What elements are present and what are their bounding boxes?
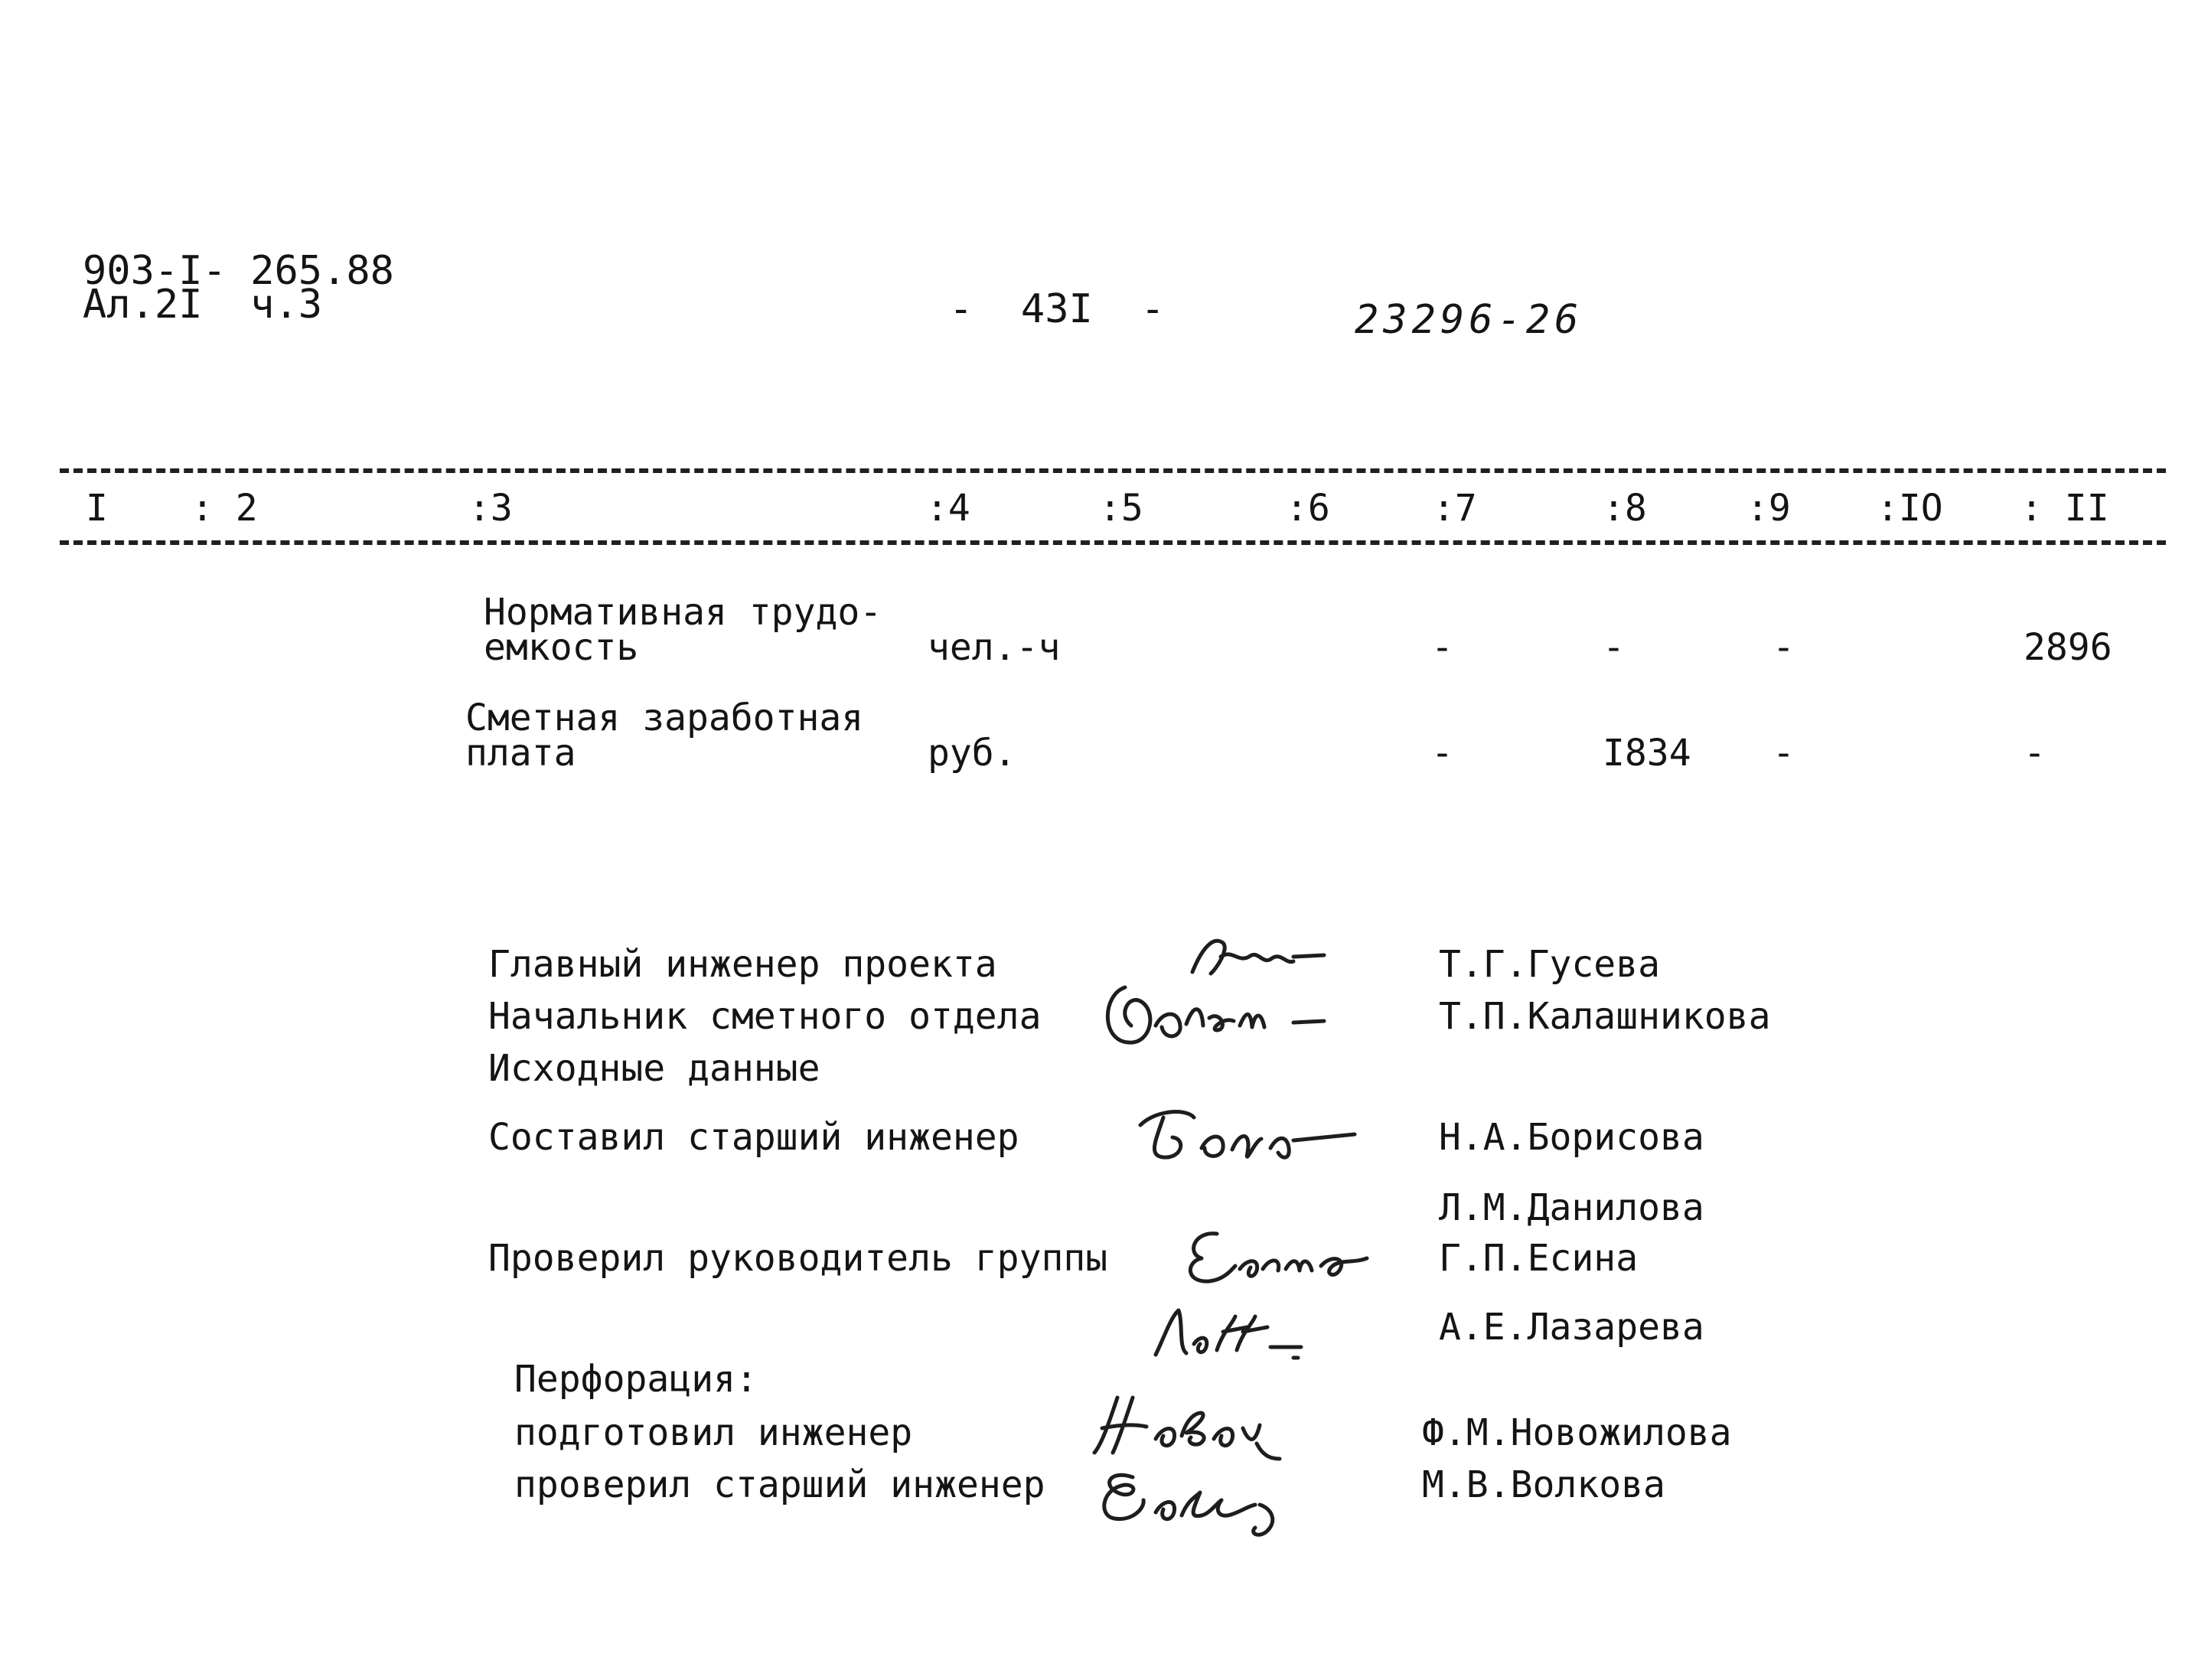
- column-header-10: :IO: [1877, 487, 1943, 530]
- row-name-line-1: Нормативная трудо-: [484, 591, 882, 634]
- row-unit: чел.-ч: [928, 626, 1061, 669]
- lazareva-name: А.Е.Лазарева: [1439, 1306, 1704, 1349]
- compiled-signature: [1125, 1094, 1370, 1171]
- table-top-rule: [60, 468, 2166, 473]
- row-col-9: -: [1773, 732, 1795, 775]
- page-number: - 43I -: [949, 286, 1165, 332]
- column-header-3: :3: [468, 487, 513, 530]
- row-name-line-2: емкость: [484, 626, 639, 669]
- column-header-2: : 2: [191, 487, 258, 530]
- checked-signature: [1087, 1454, 1316, 1546]
- inventory-number: 23296-26: [1355, 297, 1583, 343]
- chief-engineer-name: Т.Г.Гусева: [1439, 943, 1660, 986]
- row-col-8: -: [1603, 626, 1625, 669]
- prepared-title: подготовил инженер: [514, 1411, 913, 1454]
- row-col-7: -: [1431, 732, 1453, 775]
- lazareva-signature: [1133, 1293, 1332, 1370]
- row-name-line-1: Сметная заработная: [465, 696, 864, 739]
- checked-group-signature: [1171, 1215, 1378, 1292]
- source-data-title: Исходные данные: [488, 1047, 820, 1090]
- column-header-9: :9: [1747, 487, 1791, 530]
- checked-name: М.В.Волкова: [1422, 1463, 1665, 1506]
- album-part: Ал.2I ч.3: [83, 282, 323, 328]
- chief-engineer-title: Главный инженер проекта: [488, 943, 997, 986]
- column-header-1: I: [86, 487, 108, 530]
- column-header-6: :6: [1286, 487, 1330, 530]
- document-code: 903-I- 265.88: [83, 248, 394, 294]
- prepared-name: Ф.М.Новожилова: [1422, 1411, 1732, 1454]
- head-estimate-name: Т.П.Калашникова: [1439, 995, 1771, 1038]
- head-estimate-signature: [1094, 972, 1347, 1056]
- row-name-line-2: плата: [465, 732, 576, 775]
- row-col-11: -: [2024, 732, 2046, 775]
- row-col-7: -: [1431, 626, 1453, 669]
- column-header-5: :5: [1099, 487, 1143, 530]
- perforation-heading: Перфорация:: [514, 1358, 758, 1401]
- checked-title: проверил старший инженер: [514, 1463, 1045, 1506]
- head-estimate-title: Начальник сметного отдела: [488, 995, 1042, 1038]
- row-col-9: -: [1773, 626, 1795, 669]
- row-unit: руб.: [928, 732, 1016, 775]
- column-header-11: : II: [2020, 487, 2109, 530]
- table-header-bottom-rule: [60, 540, 2166, 545]
- row-col-8: I834: [1603, 732, 1691, 775]
- checked-group-name: Г.П.Есина: [1439, 1237, 1639, 1280]
- row-col-11: 2896: [2024, 626, 2112, 669]
- danilova-name: Л.М.Данилова: [1439, 1186, 1704, 1229]
- compiled-name: Н.А.Борисова: [1439, 1116, 1704, 1159]
- compiled-title: Составил старший инженер: [488, 1116, 1019, 1159]
- column-header-8: :8: [1603, 487, 1647, 530]
- column-header-7: :7: [1433, 487, 1477, 530]
- column-header-4: :4: [926, 487, 970, 530]
- checked-group-title: Проверил руководитель группы: [488, 1237, 1108, 1280]
